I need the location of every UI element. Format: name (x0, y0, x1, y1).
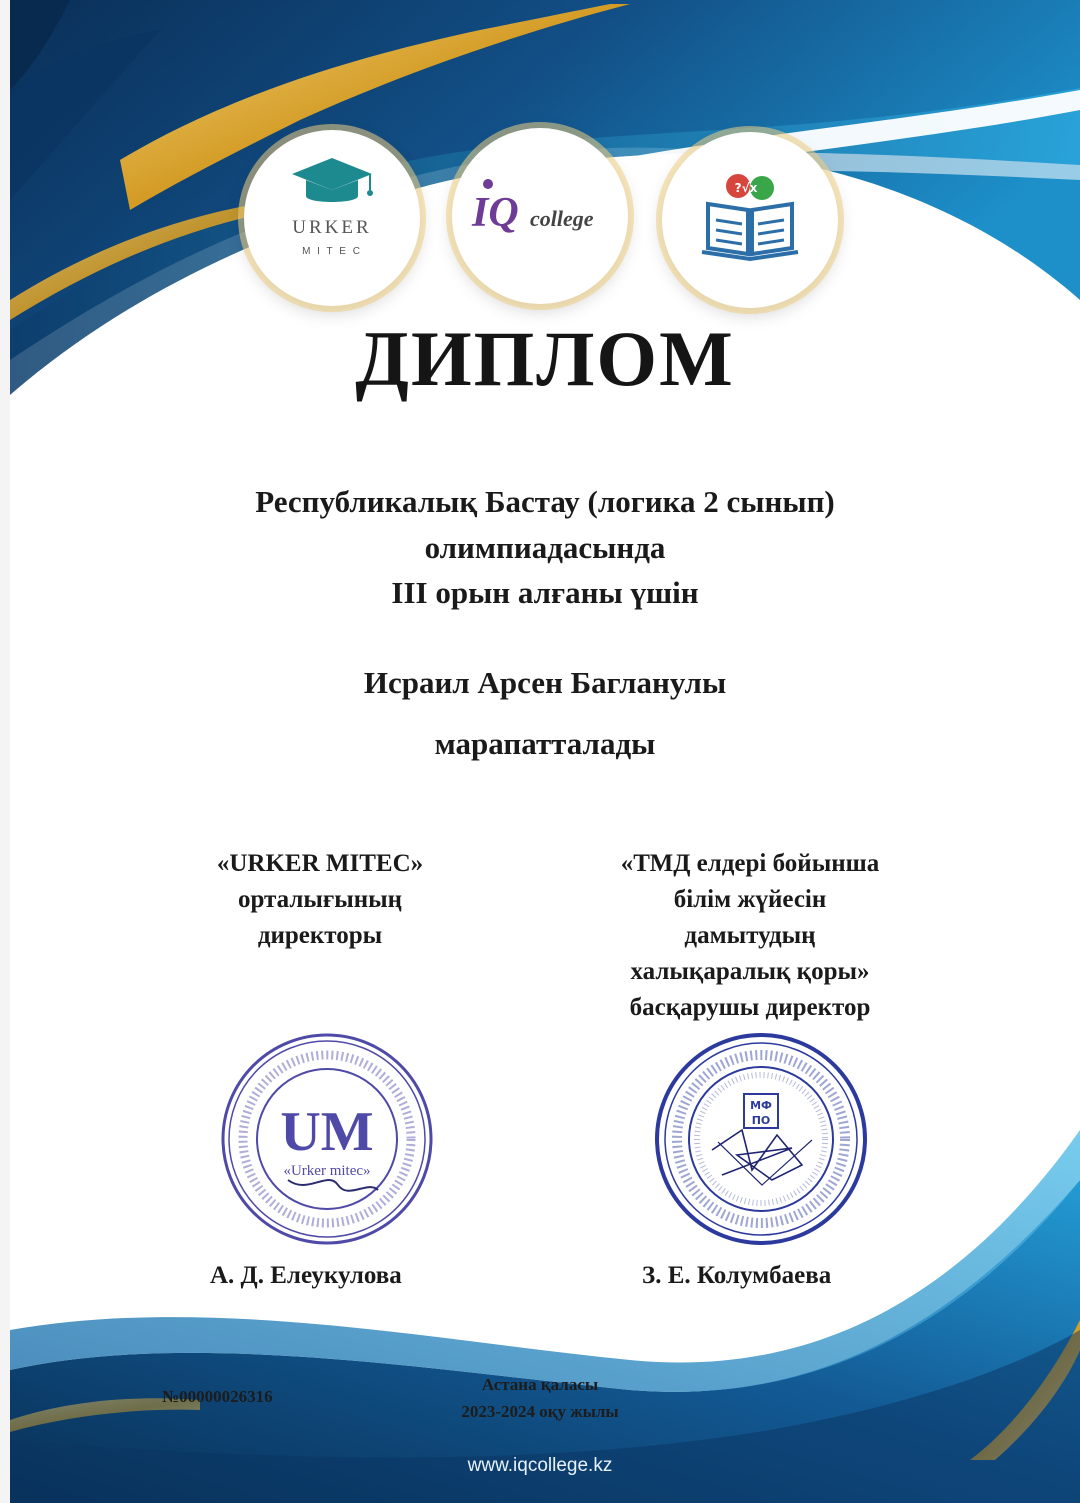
urker-mitec-logo (244, 130, 420, 306)
urker-mitec-stamp (218, 1030, 436, 1248)
footer-city: Астана қаласы (481, 1375, 599, 1394)
diploma-title: ДИПЛОМ (355, 315, 735, 402)
college-logo-text: college (530, 206, 594, 231)
diploma-number: №00000026316 (162, 1387, 273, 1406)
right-title-line: дамытудың (684, 922, 816, 949)
left-title-line: директоры (257, 922, 383, 949)
footer-academic-year: 2023-2024 оқу жылы (461, 1402, 619, 1421)
stamp-letters-bottom: ПО (751, 1114, 771, 1127)
left-signatory-title (190, 846, 450, 954)
recipient-name: Исраил Арсен Багланулы (363, 665, 727, 700)
signature-scribble (288, 1180, 378, 1191)
right-signer-name: З. Е. Колумбаева (642, 1262, 832, 1289)
stamp-letters: UM (280, 1101, 374, 1163)
iq-figure-icon (483, 179, 493, 189)
iq-logo-mark: IQ (472, 190, 519, 236)
page-edge (0, 0, 10, 1503)
right-title-line: халықаралық қоры» (630, 958, 870, 985)
achievement-line-1: Республикалық Бастау (логика 2 сынып) (255, 484, 835, 519)
fund-stamp (652, 1030, 870, 1248)
iq-college-logo (452, 128, 628, 304)
right-title-line: білім жүйесін (673, 886, 827, 913)
mitec-logo-text: M I T E C (302, 246, 362, 257)
right-title-line: басқарушы директор (629, 994, 871, 1021)
signature-scribble (718, 1140, 812, 1185)
book-icon (662, 132, 838, 308)
signature-scribble (712, 1130, 802, 1180)
right-signatory-title (590, 846, 910, 1026)
urker-logo-text: URKER (292, 217, 372, 238)
graduation-cap-icon (244, 130, 420, 306)
awarded-text: марапатталады (434, 726, 656, 761)
left-title-line: орталығының (237, 886, 403, 913)
right-title-line: «ТМД елдері бойынша (620, 850, 880, 877)
book-logo (662, 132, 838, 308)
diploma-page (10, 0, 1080, 1503)
stamp-caption: «Urker mitec» (283, 1163, 371, 1179)
achievement-line-3: III орын алғаны үшін (391, 575, 699, 610)
stamp-letters-top: МФ (750, 1099, 772, 1112)
math-symbols-badge: ?√x (734, 181, 758, 195)
left-signer-name: А. Д. Елеукулова (210, 1262, 402, 1289)
left-title-line: «URKER MITEC» (216, 850, 424, 877)
achievement-line-2: олимпиадасында (424, 530, 666, 565)
website-link[interactable]: www.iqcollege.kz (467, 1455, 613, 1476)
